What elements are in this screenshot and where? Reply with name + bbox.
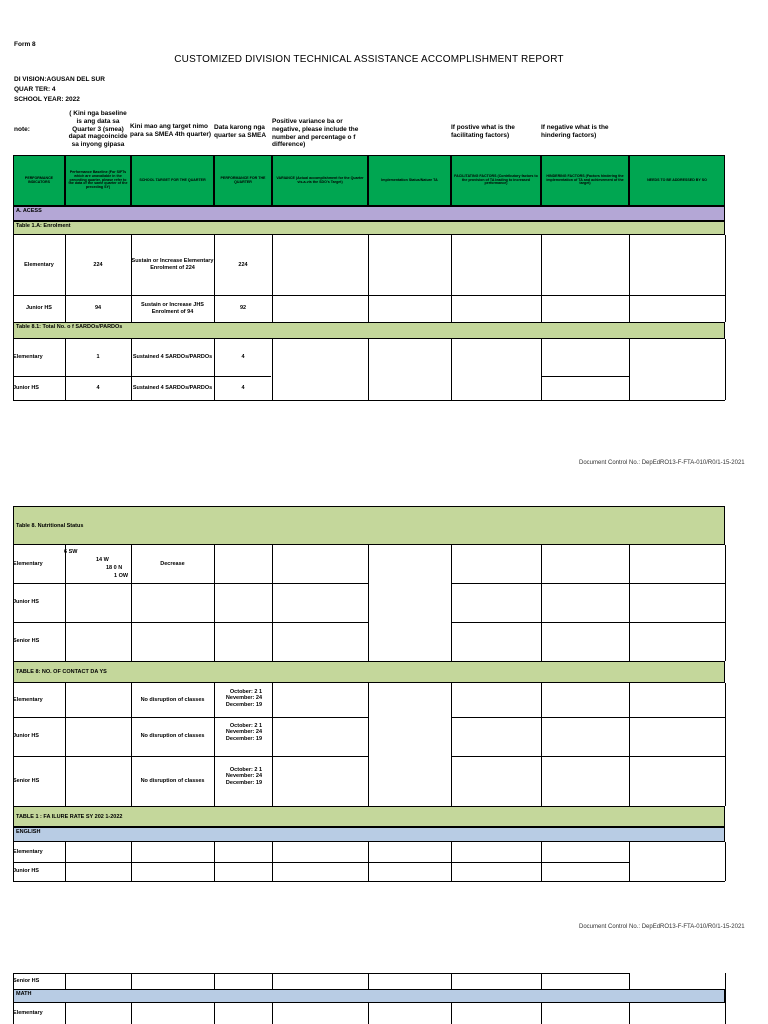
table-failure-title: TABLE 1 : FA ILURE RATE SY 202 1-2022 [16,813,123,820]
document-control-2: Document Control No.: DepEdRO13-F-FTA-010/R0/1-15-2021 [579,924,745,930]
sardo-row-jhs-performance: 4 [241,384,245,391]
header-performance: PERFORMANCE FOR THE QUARTER [214,155,272,206]
sardo-row-elementary-label: Elementary [13,354,43,361]
quarter-label: QUAR TER: 4 [14,86,56,93]
note-target: Kini mao ang target nimo para sa SMEA 4th quarter) [130,123,212,138]
senior-row-label: Senior HS [13,977,40,984]
table-sardo-title: Table 8.1: Total No. o f SARDOs/PARDOs [16,324,123,330]
header-hindering: HINDERING FACTORS (Factors hindering the implementation of TA and achievement of the target) [541,155,629,206]
header-implementation: Implementation Status/Nature TA [368,155,451,206]
sardo-row-jhs-baseline: 4 [96,384,100,391]
enrolment-row-elementary-performance: 224 [238,261,248,268]
subject-english-band [13,827,725,842]
nutrition-baseline-ow: 1 OW [114,573,129,579]
table-nutrition-title: Table 8. Nutritional Status [16,522,84,529]
math-row-elementary-label: Elementary [13,1009,43,1016]
note-variance: Positive variance ba or negative, please include the number and percentage o f difference) [272,118,359,149]
table-contact-title: TABLE 8: NO. OF CONTACT DA YS [16,669,107,675]
contact-row-elementary-label: Elementary [13,696,43,703]
contact-row-jhs-label: Junior HS [13,733,39,740]
header-performance-indicators: PERFORMANCE INDICATORS [13,155,65,206]
nutrition-baseline-sw: 6 SW [64,549,78,555]
table-nutrition-band [13,506,725,545]
sardo-row-elementary-performance: 4 [241,354,245,361]
contact-row-jhs-performance: October: 2 1 Nevember: 24 December: 19 [225,723,262,742]
enrolment-row-elementary-label: Elementary [24,261,54,268]
nutrition-row-elementary-target: Decrease [160,560,185,567]
enrolment-row-jhs-performance: 92 [239,305,247,312]
header-facilitating: FACILITATING FACTORS (Contributory factors to the provision of TA leading to increased performance) [451,155,541,206]
contact-row-shs-performance: October: 2 1 Nevember: 24 December: 19 [225,767,262,786]
enrolment-row-elementary-target: Sustain or Increase Elementary Enrolment of 224 [131,258,214,271]
contact-row-shs-target: No disruption of classes [140,777,205,784]
header-baseline: Performance Baseline (For SIFTs which are unavailable in the preceding quarter, please refer to the data of the same quarter of the preceding SY) [65,155,131,206]
report-title: CUSTOMIZED DIVISION TECHNICAL ASSISTANCE ACCOMPLISHMENT REPORT [174,54,564,65]
header-variance: VARIANCE (Actual accomplishment for the Quarter vis-a-vis the SDO's Target) [272,155,368,206]
section-access-band [13,206,725,221]
table-enrolment-title: Table 1.A: Enrolment [16,223,71,229]
subject-english-title: ENGLISH [16,829,41,835]
enrolment-row-jhs-baseline: 94 [94,305,102,312]
nutrition-baseline-w: 14 W [96,557,109,563]
table-contact-band [13,661,725,683]
form-number: Form 8 [14,41,36,48]
contact-row-elementary-performance: October: 2 1 Nevember: 24 December: 19 [225,689,262,708]
note-facilitating: If postive what is the facilitating factors) [451,124,515,139]
enrolment-row-elementary-baseline: 224 [93,261,103,268]
contact-row-jhs-target: No disruption of classes [140,733,205,740]
nutrition-row-jhs-label: Junior HS [13,599,39,606]
contact-row-shs-label: Senior HS [13,777,40,784]
nutrition-baseline-n: 18 0 N [106,565,123,571]
sardo-row-jhs-label: Junior HS [13,384,39,391]
subject-math-title: MATH [16,991,32,997]
enrolment-row-jhs-target: Sustain or Increase JHS Enrolment of 94 [141,301,204,315]
nutrition-row-elementary-label: Elementary [13,560,43,567]
document-control-1: Document Control No.: DepEdRO13-F-FTA-010/R0/1-15-2021 [579,460,745,466]
note-hindering: If negative what is the hindering factors) [541,124,609,139]
sardo-row-jhs-target: Sustained 4 SARDOs/PARDOs [132,384,213,391]
note-baseline: ( Kini nga baseline is ang data sa Quarter 3 (smea) dapat magcoincide sa inyong gipasa [68,110,128,149]
sardo-row-elementary-baseline: 1 [96,354,100,361]
subject-math-band [13,989,725,1003]
table-failure-band [13,806,725,827]
division-label: DI VISION:AGUSAN DEL SUR [14,76,105,83]
note-label: note: [14,126,30,133]
table-sardo-band [13,322,725,339]
header-needs: NEEDS TO BE ADDRESSED BY SO [629,155,725,206]
sardo-row-elementary-target: Sustained 4 SARDOs/PARDOs [132,354,213,361]
english-row-jhs-label: Junior HS [13,868,39,875]
table-enrolment-band [13,221,725,235]
header-target: SCHOOL TARGET FOR THE QUARTER [131,155,214,206]
nutrition-row-shs-label: Senior HS [13,638,40,645]
contact-row-elementary-target: No disruption of classes [140,696,205,703]
enrolment-row-jhs-label: Junior HS [26,305,52,312]
section-access-title: A. ACESS [16,208,42,214]
school-year-label: SCHOOL YEAR: 2022 [14,96,80,103]
note-performance: Data karong nga quarter sa SMEA [214,124,267,139]
english-row-elementary-label: Elementary [13,848,43,855]
